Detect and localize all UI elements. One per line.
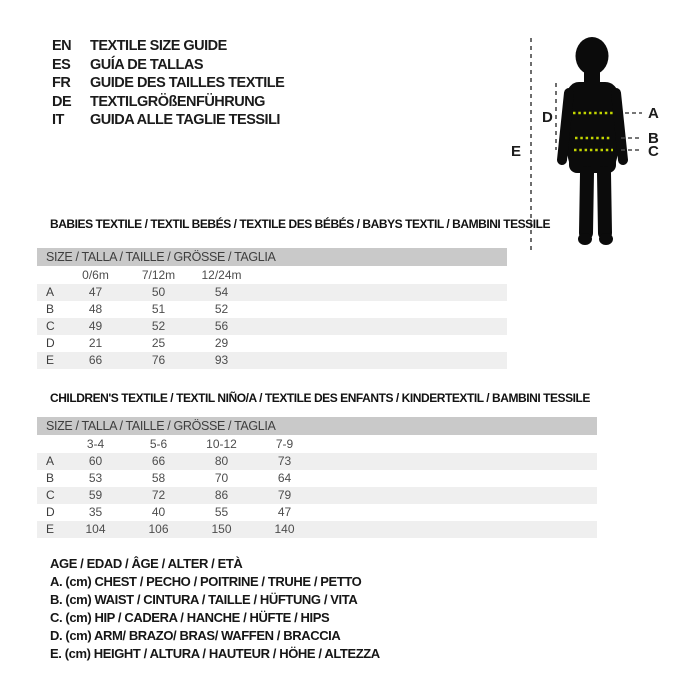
- cell-value: 59: [88, 488, 103, 502]
- language-title: GUIDA ALLE TAGLIE TESSILI: [90, 112, 280, 129]
- column-header: 7/12m: [141, 267, 176, 282]
- label-e: E: [511, 143, 522, 160]
- column-header: 0/6m: [82, 267, 109, 282]
- table-row: [37, 453, 597, 470]
- babies-size-table: [37, 248, 507, 369]
- cell-value: 80: [214, 454, 229, 468]
- row-label: E: [46, 353, 55, 367]
- row-label: D: [46, 336, 55, 350]
- row-label: B: [46, 302, 55, 316]
- label-a: A: [648, 105, 659, 122]
- row-label: C: [46, 319, 55, 333]
- cell-value: 70: [214, 471, 229, 485]
- table-row: [37, 284, 507, 301]
- cell-value: 106: [148, 522, 169, 536]
- column-header: 3-4: [86, 436, 105, 451]
- language-title: GUÍA DE TALLAS: [90, 56, 204, 73]
- label-b: B: [648, 130, 659, 147]
- right-leg-shape: [604, 173, 605, 233]
- cell-value: 51: [151, 302, 166, 316]
- legend-line-hip: C. (cm) HIP / CADERA / HANCHE / HÜFTE / HIPS: [50, 610, 330, 625]
- legend-line-arm: D. (cm) ARM/ BRAZO/ BRAS/ WAFFEN / BRACCIA: [50, 628, 341, 643]
- measurement-legend: [50, 555, 380, 663]
- language-title: TEXTILE SIZE GUIDE: [90, 38, 227, 55]
- row-label: B: [46, 471, 55, 485]
- row-label: D: [46, 505, 55, 519]
- language-row-en: [52, 37, 284, 56]
- cell-value: 35: [88, 505, 103, 519]
- children-section-title: CHILDREN'S TEXTILE / TEXTIL NIÑO/A / TEXTILE DES ENFANTS / KINDERTEXTIL / BAMBINI TESSILE: [50, 391, 590, 405]
- table-row: [37, 352, 507, 369]
- cell-value: 72: [151, 488, 166, 502]
- label-d: D: [542, 109, 553, 126]
- right-foot-shape: [599, 233, 613, 245]
- row-label: A: [46, 285, 55, 299]
- column-header: 5-6: [149, 436, 168, 451]
- language-row-de: [52, 93, 284, 112]
- cell-value: 104: [85, 522, 106, 536]
- cell-value: 66: [151, 454, 166, 468]
- cell-value: 58: [151, 471, 166, 485]
- row-label: A: [46, 454, 55, 468]
- left-leg-shape: [586, 173, 587, 233]
- children-column-header-row: [37, 435, 597, 453]
- cell-value: 25: [151, 336, 166, 350]
- language-code: ES: [52, 56, 71, 73]
- cell-value: 40: [151, 505, 166, 519]
- language-code: FR: [52, 75, 71, 92]
- cell-value: 47: [88, 285, 103, 299]
- child-silhouette: [562, 37, 623, 245]
- label-c: C: [648, 143, 659, 160]
- babies-section-title: BABIES TEXTILE / TEXTIL BEBÉS / TEXTILE DES BÉBÉS / BABYS TEXTIL / BAMBINI TESSILE: [50, 217, 551, 231]
- children-table-header-band: SIZE / TALLA / TAILLE / GRÖSSE / TAGLIA: [37, 417, 597, 435]
- left-arm-shape: [562, 93, 569, 160]
- cell-value: 60: [88, 454, 103, 468]
- cell-value: 49: [88, 319, 103, 333]
- children-size-table: [37, 417, 597, 538]
- table-row: [37, 318, 507, 335]
- cell-value: 48: [88, 302, 103, 316]
- cell-value: 86: [214, 488, 229, 502]
- cell-value: 93: [214, 353, 229, 367]
- cell-value: 52: [214, 302, 229, 316]
- cell-value: 73: [277, 454, 292, 468]
- table-row: [37, 504, 597, 521]
- cell-value: 29: [214, 336, 229, 350]
- legend-line-chest: A. (cm) CHEST / PECHO / POITRINE / TRUHE / PETTO: [50, 574, 362, 589]
- language-title: GUIDE DES TAILLES TEXTILE: [90, 75, 285, 92]
- cell-value: 55: [214, 505, 229, 519]
- cell-value: 53: [88, 471, 103, 485]
- column-header: 12/24m: [201, 267, 242, 282]
- cell-value: 21: [88, 336, 103, 350]
- legend-line-height: E. (cm) HEIGHT / ALTURA / HAUTEUR / HÖHE / ALTEZZA: [50, 646, 380, 661]
- cell-value: 79: [277, 488, 292, 502]
- row-label: E: [46, 522, 55, 536]
- table-row: [37, 335, 507, 352]
- column-header: 10-12: [206, 436, 237, 451]
- language-title: TEXTILGRÖßENFÜHRUNG: [90, 93, 265, 110]
- table-row: [37, 487, 597, 504]
- language-list: [52, 37, 284, 130]
- language-row-es: [52, 56, 284, 75]
- cell-value: 54: [214, 285, 229, 299]
- babies-column-header-row: [37, 266, 507, 284]
- language-code: EN: [52, 38, 72, 55]
- cell-value: 66: [88, 353, 103, 367]
- language-row-fr: [52, 74, 284, 93]
- cell-value: 140: [274, 522, 295, 536]
- language-row-it: [52, 111, 284, 130]
- cell-value: 64: [277, 471, 292, 485]
- cell-value: 52: [151, 319, 166, 333]
- language-code: DE: [52, 93, 72, 110]
- table-row: [37, 521, 597, 538]
- cell-value: 50: [151, 285, 166, 299]
- babies-table-header-band: SIZE / TALLA / TAILLE / GRÖSSE / TAGLIA: [37, 248, 507, 266]
- cell-value: 150: [211, 522, 232, 536]
- cell-value: 76: [151, 353, 166, 367]
- row-label: C: [46, 488, 55, 502]
- table-row: [37, 470, 597, 487]
- legend-line-waist: B. (cm) WAIST / CINTURA / TAILLE / HÜFTUNG / VITA: [50, 592, 358, 607]
- legend-age-line: AGE / EDAD / ÂGE / ALTER / ETÀ: [50, 556, 243, 571]
- left-foot-shape: [578, 233, 592, 245]
- language-code: IT: [52, 112, 64, 129]
- cell-value: 47: [277, 505, 292, 519]
- column-header: 7-9: [275, 436, 294, 451]
- table-row: [37, 301, 507, 318]
- cell-value: 56: [214, 319, 229, 333]
